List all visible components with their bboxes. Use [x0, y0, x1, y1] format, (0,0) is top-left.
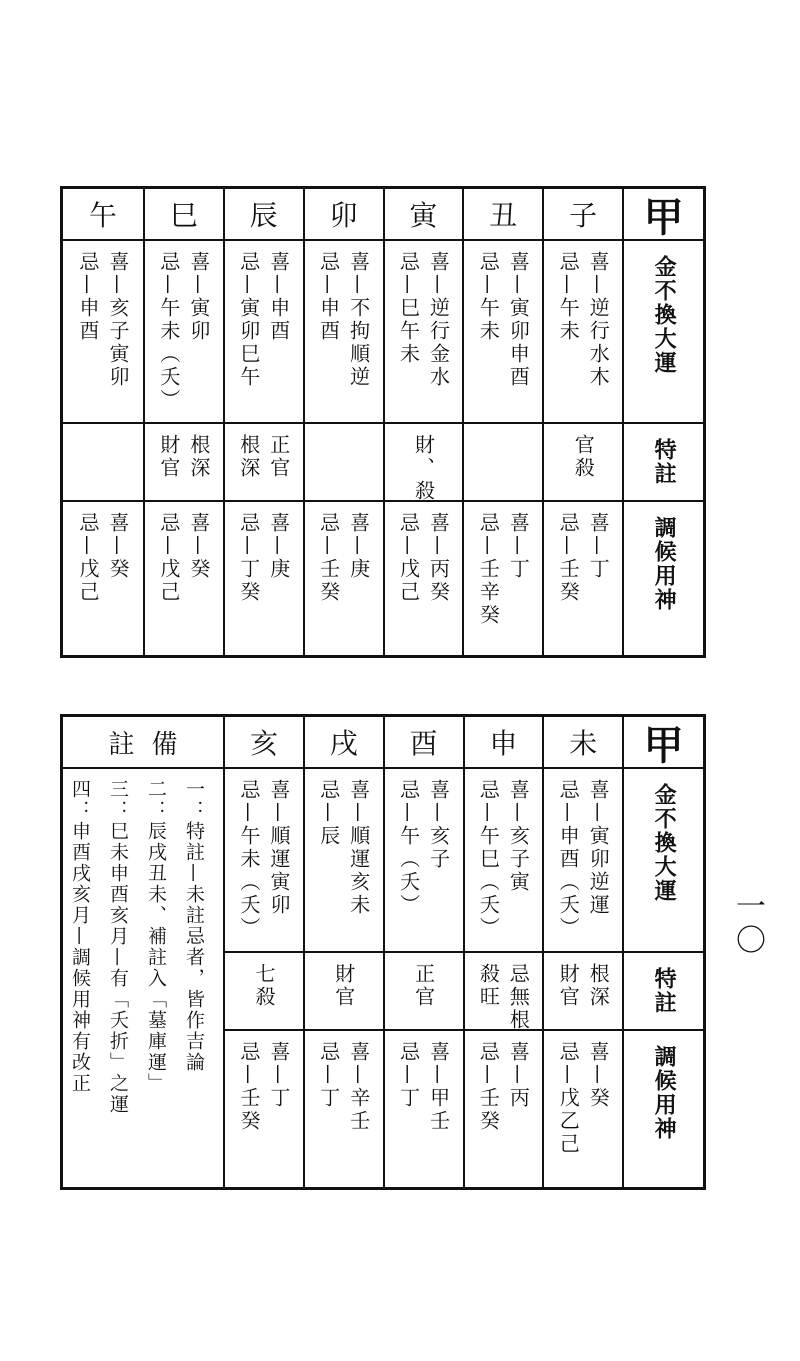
dayun-cell: 喜—申酉 忌—寅卯巳午 — [225, 241, 303, 424]
dayun-cell: 喜—不拘順逆 忌—申酉 — [305, 241, 383, 424]
tezhu-cell: 財官 — [305, 953, 383, 1031]
notes-body — [63, 769, 223, 1187]
dayun-cell: 喜—寅卯 忌—午未（夭） — [145, 241, 223, 424]
branch-column — [143, 189, 223, 655]
tiaohou-cell: 喜—丙癸 忌—戊己 — [396, 512, 451, 604]
tezhu-cell — [63, 424, 143, 502]
dayun-cell: 喜—寅卯逆運 忌—申酉（夭） — [544, 769, 622, 953]
dayun-cell: 喜—亥子 忌—午（夭） — [385, 769, 463, 953]
row-header-tezhu: 特註 — [624, 953, 703, 1031]
row-header-dayun: 金不換大運 — [624, 769, 703, 953]
dayun-cell: 喜—順運寅卯 忌—午未（夭） — [225, 769, 303, 953]
branch-label: 午 — [88, 199, 117, 232]
tezhu-cell — [464, 424, 542, 502]
note-line: 一：特註—未註忌者，皆作吉論 — [183, 779, 206, 1073]
branch-label: 子 — [569, 199, 598, 232]
dayun-cell: 喜—亥子寅卯 忌—申酉 — [63, 241, 143, 424]
tiaohou-cell: 喜—癸 忌—戊己 — [75, 512, 130, 604]
dayun-cell: 喜—順運亥未 忌—辰 — [305, 769, 383, 953]
tezhu-cell: 根深 財官 — [145, 424, 223, 502]
page-number: 一〇 — [730, 890, 765, 958]
branch-label: 未 — [569, 727, 598, 760]
corner-label: 甲 — [643, 194, 684, 241]
branch-label: 寅 — [409, 199, 438, 232]
tezhu-cell: 忌無根 殺旺 — [465, 953, 543, 1031]
row-header-tiaohou: 調候用神 — [651, 516, 677, 612]
note-line: 二：辰戌丑未、補註入「墓庫運」 — [145, 779, 168, 1094]
branch-column — [463, 717, 543, 1187]
corner-cell — [624, 717, 703, 769]
notes-header-char: 備 — [151, 729, 178, 760]
tiaohou-cell: 喜—辛壬 忌—丁 — [316, 1041, 371, 1133]
table-top — [60, 186, 706, 658]
notes-header-char: 註 — [108, 729, 135, 760]
branch-label: 戌 — [329, 727, 358, 760]
note-line: 四：申酉戌亥月—調候用神有改正 — [69, 779, 92, 1094]
tiaohou-cell: 喜—丁 忌—壬癸 — [556, 512, 611, 604]
branch-column — [383, 717, 463, 1187]
branch-column — [223, 189, 303, 655]
tezhu-cell: 財、殺 — [385, 424, 463, 502]
tezhu-cell: 正官 — [385, 953, 463, 1031]
dayun-cell: 喜—亥子寅 忌—午巳（夭） — [465, 769, 543, 953]
branch-label: 巳 — [169, 199, 198, 232]
row-header-dayun: 金不換大運 — [624, 241, 703, 424]
tiaohou-cell: 喜—庚 忌—丁癸 — [236, 512, 291, 604]
notes-header — [63, 717, 223, 769]
tezhu-cell: 官殺 — [544, 424, 622, 502]
branch-label: 辰 — [249, 199, 278, 232]
tiaohou-cell: 喜—丁 忌—壬辛癸 — [476, 512, 531, 627]
tiaohou-cell: 喜—癸 忌—戊己 — [156, 512, 211, 604]
dayun-cell: 喜—逆行水木 忌—午未 — [544, 241, 622, 424]
note-line: 三：巳未申酉亥月—有「夭折」之運 — [107, 779, 130, 1115]
row-header-tiaohou: 調候用神 — [651, 1045, 677, 1141]
tiaohou-cell: 喜—癸 忌—戊乙己 — [556, 1041, 611, 1156]
tiaohou-cell: 喜—庚 忌—壬癸 — [316, 512, 371, 604]
branch-label: 卯 — [329, 199, 358, 232]
branch-label: 亥 — [249, 727, 278, 760]
tezhu-cell: 七殺 — [225, 953, 303, 1031]
table-bottom — [60, 714, 706, 1190]
branch-column — [63, 189, 143, 655]
header-column — [622, 717, 703, 1187]
branch-label: 酉 — [409, 727, 438, 760]
tiaohou-cell: 喜—甲壬 忌—丁 — [396, 1041, 451, 1133]
branch-column — [542, 717, 622, 1187]
corner-label: 甲 — [643, 722, 684, 769]
tezhu-cell: 正官 根深 — [225, 424, 303, 502]
notes-column — [63, 717, 223, 1187]
branch-column — [462, 189, 542, 655]
header-column — [622, 189, 703, 655]
branch-column — [303, 189, 383, 655]
tiaohou-cell: 喜—丙 忌—壬癸 — [476, 1041, 531, 1133]
branch-column — [303, 717, 383, 1187]
branch-label: 丑 — [489, 199, 518, 232]
row-header-tezhu: 特註 — [624, 424, 703, 502]
tiaohou-cell: 喜—丁 忌—壬癸 — [236, 1041, 291, 1133]
branch-column — [223, 717, 303, 1187]
tezhu-cell: 根深 財官 — [544, 953, 622, 1031]
branch-label: 申 — [489, 727, 518, 760]
dayun-cell: 喜—逆行金水 忌—巳午未 — [385, 241, 463, 424]
branch-column — [383, 189, 463, 655]
branch-column — [542, 189, 622, 655]
corner-cell — [624, 189, 703, 241]
tezhu-cell — [305, 424, 383, 502]
dayun-cell: 喜—寅卯申酉 忌—午未 — [464, 241, 542, 424]
